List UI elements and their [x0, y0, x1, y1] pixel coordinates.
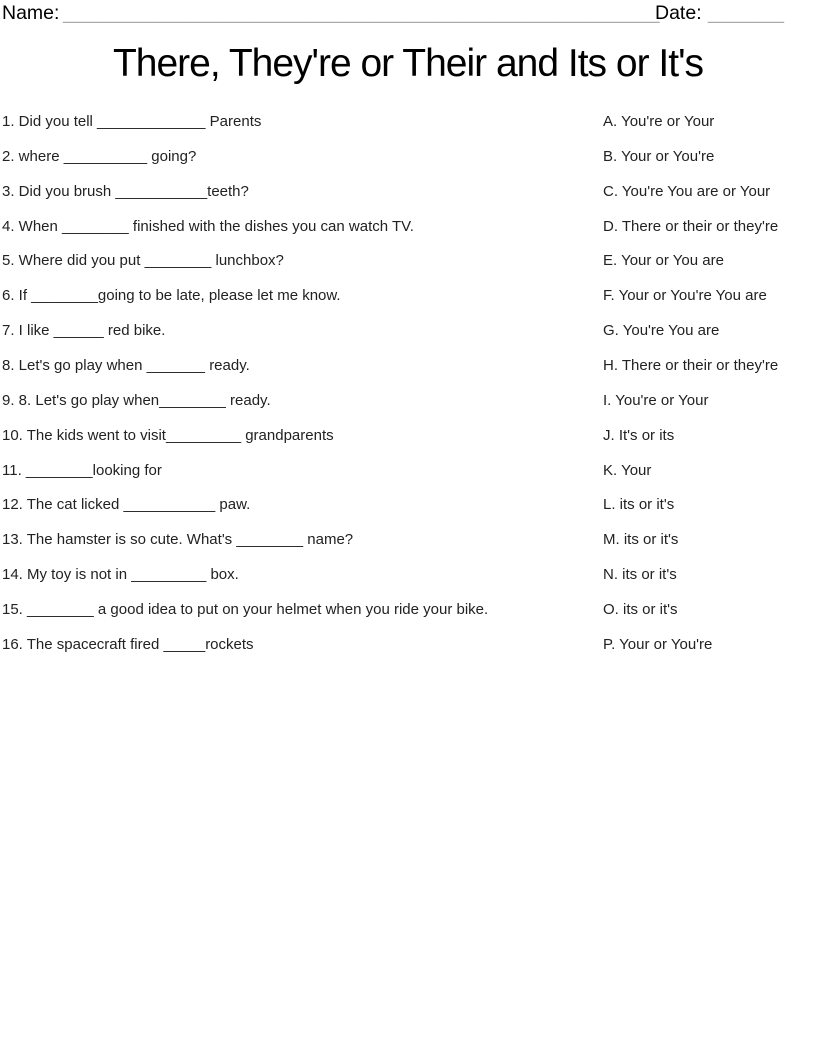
answer-options-column	[603, 104, 815, 662]
date-label: Date:	[655, 2, 702, 24]
answer-option-item: N. its or it's	[603, 566, 677, 584]
question-item: 10. The kids went to visit_________ grandparents	[2, 426, 334, 444]
answer-option-item: E. Your or You are	[603, 252, 724, 270]
name-fill-line: _______________________________________________________	[63, 2, 660, 24]
question-item: 16. The spacecraft fired _____rockets	[2, 635, 254, 653]
answer-option-item: L. its or it's	[603, 496, 675, 514]
question-item: 12. The cat licked ___________ paw.	[2, 496, 251, 514]
answer-option-item: B. Your or You're	[603, 147, 715, 165]
question-item: 7. I like ______ red bike.	[2, 322, 166, 340]
answer-option-item: F. Your or You're You are	[603, 287, 767, 305]
answer-option-item: D. There or their or they're	[603, 217, 779, 235]
question-item: 9. 8. Let's go play when________ ready.	[2, 391, 271, 409]
answer-option-item: A. You're or Your	[603, 112, 715, 130]
question-item: 15. ________ a good idea to put on your helmet when you ride your bike.	[2, 600, 489, 618]
questions-column	[2, 104, 598, 662]
question-item: 3. Did you brush ___________teeth?	[2, 182, 249, 200]
answer-option-item: O. its or it's	[603, 600, 678, 618]
answer-option-item: P. Your or You're	[603, 635, 713, 653]
answer-option-item: J. It's or its	[603, 426, 675, 444]
answer-option-item: C. You're You are or Your	[603, 182, 771, 200]
question-item: 8. Let's go play when _______ ready.	[2, 356, 250, 374]
page-title: There, They're or Their and Its or It's	[112, 42, 704, 85]
question-item: 1. Did you tell _____________ Parents	[2, 112, 262, 130]
answer-option-item: G. You're You are	[603, 322, 720, 340]
name-label: Name:	[2, 2, 60, 24]
date-fill-line: _______	[708, 2, 784, 24]
answer-option-item: M. its or it's	[603, 531, 679, 549]
question-item: 2. where __________ going?	[2, 147, 197, 165]
question-item: 6. If ________going to be late, please let me know.	[2, 287, 341, 305]
worksheet-header	[2, 2, 814, 34]
question-item: 11. ________looking for	[2, 461, 162, 479]
question-item: 5. Where did you put ________ lunchbox?	[2, 252, 284, 270]
answer-option-item: K. Your	[603, 461, 652, 479]
answer-option-item: H. There or their or they're	[603, 356, 779, 374]
question-item: 4. When ________ finished with the dishes you can watch TV.	[2, 217, 414, 235]
answer-option-item: I. You're or Your	[603, 391, 709, 409]
question-item: 13. The hamster is so cute. What's ________ name?	[2, 531, 354, 549]
question-item: 14. My toy is not in _________ box.	[2, 566, 239, 584]
